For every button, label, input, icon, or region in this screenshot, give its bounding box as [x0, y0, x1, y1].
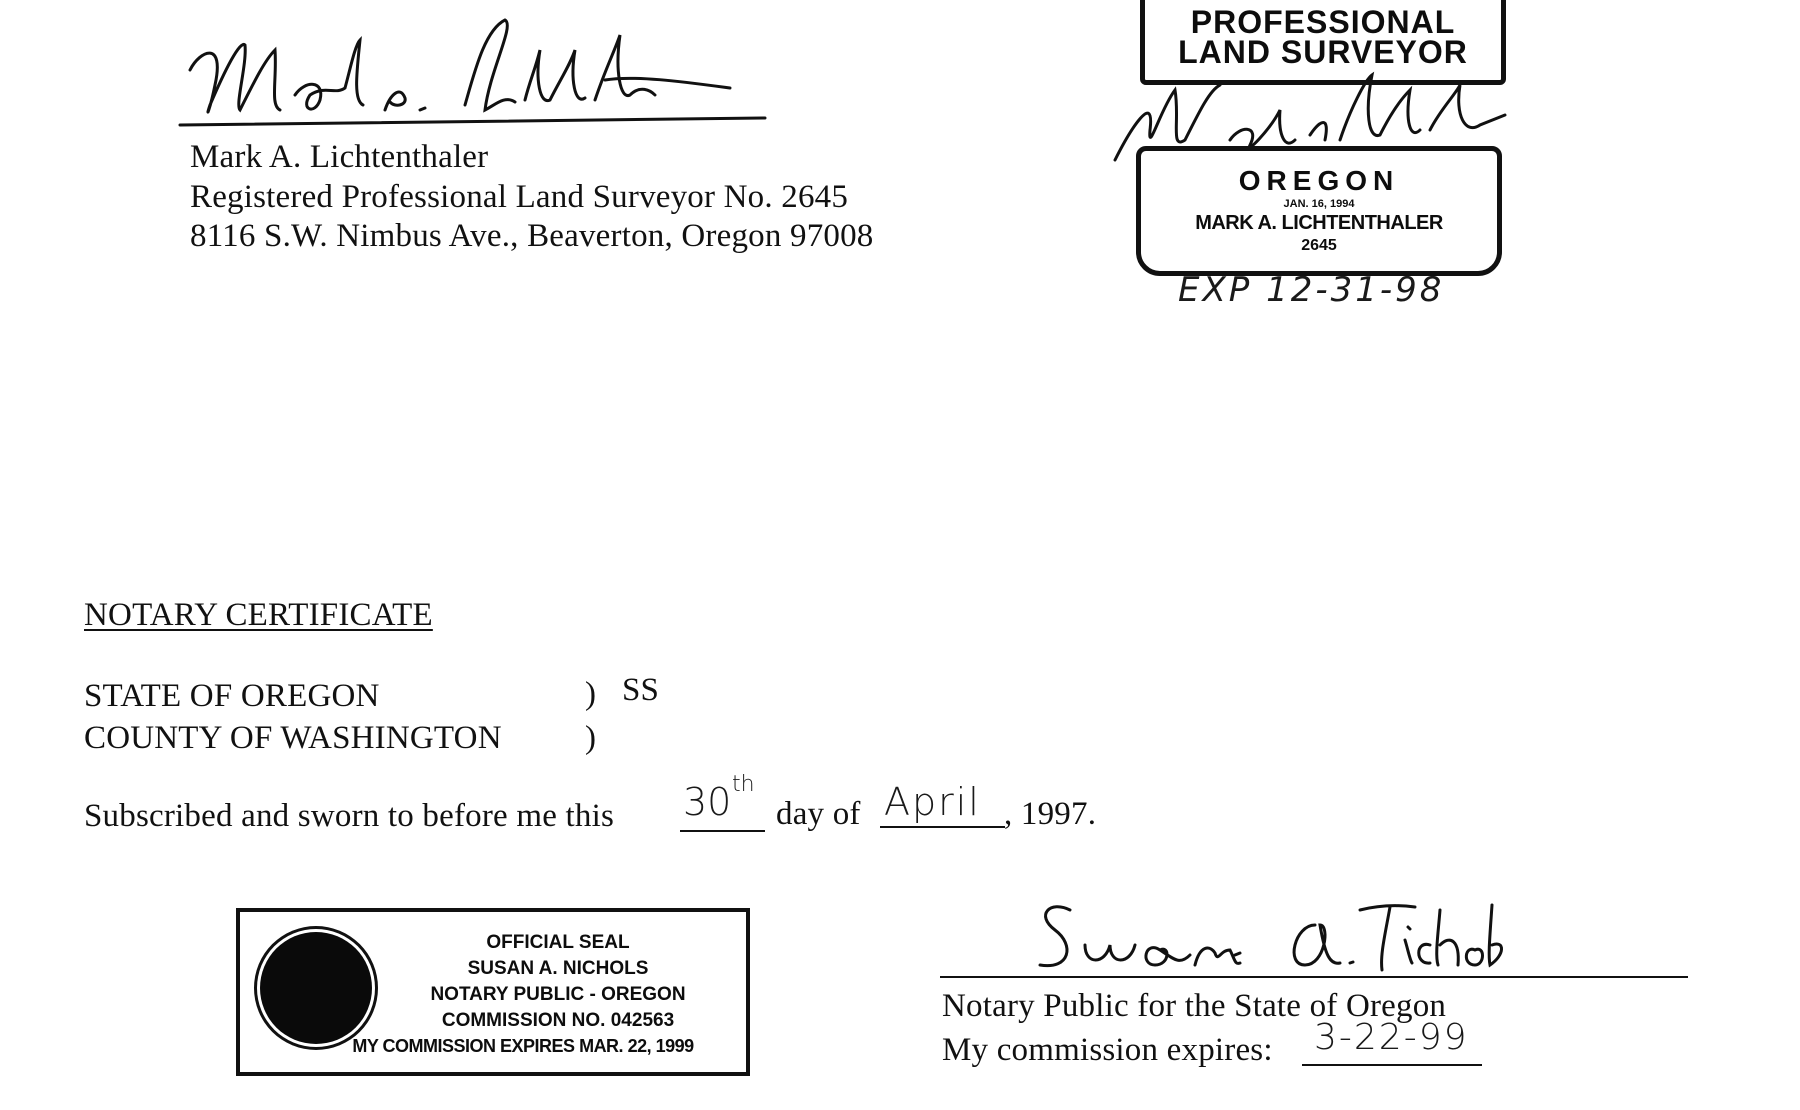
commission-date-blank — [1302, 1018, 1482, 1066]
notary-signature — [1030, 895, 1500, 975]
commission-label: My commission expires: — [942, 1032, 1273, 1068]
sworn-year: , 1997. — [1004, 796, 1097, 832]
state-line: STATE OF OREGON — [84, 678, 380, 714]
stamp-oregon: OREGON — [1238, 165, 1400, 196]
ss-label: SS — [622, 672, 660, 708]
seal-line5: MY COMMISSION EXPIRES MAR. 22, 1999 — [352, 1036, 694, 1056]
surveyor-name: Mark A. Lichtenthaler — [190, 139, 489, 175]
county-line: COUNTY OF WASHINGTON — [84, 720, 502, 756]
stamp-land-surveyor: LAND SURVEYOR — [1178, 34, 1468, 70]
notary-signature-line — [940, 976, 1688, 978]
seal-line2: SUSAN A. NICHOLS — [467, 958, 649, 979]
state-paren: ) — [585, 676, 597, 712]
sworn-mid: day of — [776, 796, 861, 832]
surveyor-address: 8116 S.W. Nimbus Ave., Beaverton, Oregon 97008 — [190, 218, 874, 254]
stamp-date: JAN. 16, 1994 — [1283, 198, 1355, 210]
notary-public-for: Notary Public for the State of Oregon — [942, 988, 1447, 1024]
sworn-prefix: Subscribed and sworn to before me this — [84, 798, 614, 834]
stamp-surveyor-name: MARK A. LICHTENTHALER — [1195, 212, 1443, 234]
seal-emblem — [260, 932, 372, 1044]
notary-seal — [236, 908, 750, 1076]
county-paren: ) — [585, 720, 597, 756]
commission-date: 3-22-99 — [1314, 1017, 1469, 1058]
stamp-professional: PROFESSIONAL — [1190, 4, 1456, 40]
surveyor-registration: Registered Professional Land Surveyor No. 2645 — [190, 179, 849, 215]
stamp-number: 2645 — [1301, 237, 1337, 254]
seal-line4: COMMISSION NO. 042563 — [441, 1010, 675, 1031]
sworn-day-blank — [680, 772, 765, 832]
notary-heading: NOTARY CERTIFICATE — [84, 597, 433, 633]
surveyor-stamp — [1110, 0, 1510, 310]
sworn-day-suffix: th — [732, 772, 755, 797]
sworn-month-blank — [880, 780, 1005, 828]
surveyor-signature — [185, 10, 765, 140]
seal-line3: NOTARY PUBLIC - OREGON — [430, 984, 686, 1005]
sworn-day: 30 — [683, 780, 732, 824]
seal-line1: OFFICIAL SEAL — [486, 932, 630, 953]
sworn-month: April — [884, 780, 981, 824]
stamp-expiry-handwritten: EXP 12-31-98 — [1178, 270, 1445, 310]
stamp-bottom-box — [1136, 146, 1502, 276]
